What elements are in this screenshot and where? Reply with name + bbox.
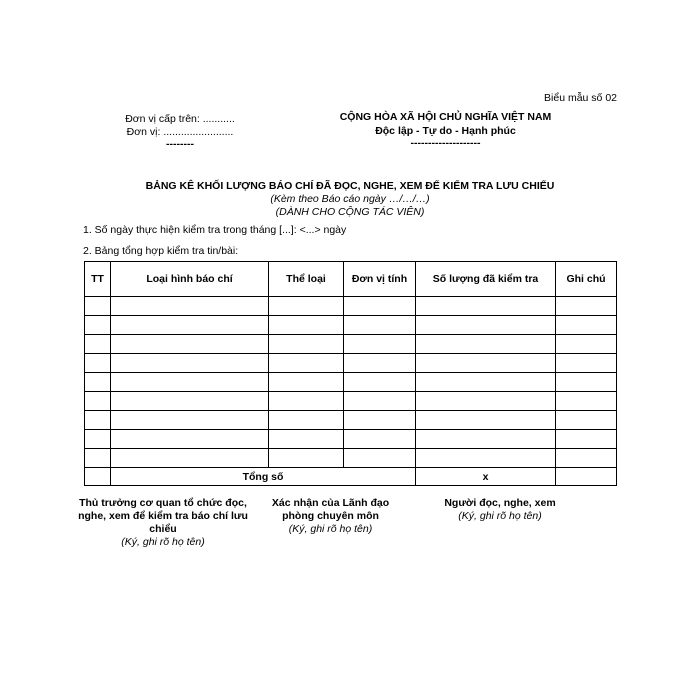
national-motto: Độc lập - Tự do - Hạnh phúc xyxy=(375,124,516,137)
table-row xyxy=(85,430,617,449)
header-media-type: Loại hình báo chí xyxy=(111,262,269,297)
signature-department-leader xyxy=(258,497,403,536)
signature-agency-head-note: (Ký, ghi rõ họ tên) xyxy=(121,536,205,548)
header-genre: Thể loại xyxy=(269,262,344,297)
table-row xyxy=(85,316,617,335)
table-row xyxy=(85,297,617,316)
national-title: CỘNG HÒA XÃ HỘI CHỦ NGHĨA VIỆT NAM xyxy=(339,111,552,123)
right-separator: -------------------- xyxy=(410,137,481,149)
signature-agency-head xyxy=(78,497,248,549)
summary-table-heading: 2. Bảng tổng hợp kiểm tra tin/bài: xyxy=(83,245,239,257)
header-tt: TT xyxy=(85,262,111,297)
signature-reader-title: Người đọc, nghe, xem xyxy=(444,497,556,509)
table-header-row xyxy=(85,262,617,297)
signature-reader xyxy=(420,497,580,523)
signature-agency-head-title: Thủ trưởng cơ quan tổ chức đọc, nghe, xem để kiểm tra báo chí lưu chiểu xyxy=(78,497,248,535)
form-code: Biểu mẫu số 02 xyxy=(544,92,617,104)
collaborator-note: (DÀNH CHO CỘNG TÁC VIÊN) xyxy=(275,206,425,218)
signature-department-leader-note: (Ký, ghi rõ họ tên) xyxy=(288,523,373,535)
document-title-block xyxy=(0,180,700,219)
issuing-unit-block xyxy=(100,113,260,150)
table-row xyxy=(85,392,617,411)
superior-unit-line: Đơn vị cấp trên: ........... xyxy=(125,113,235,125)
national-header-block xyxy=(318,111,573,149)
attached-report-note: (Kèm theo Báo cáo ngày …/…/…) xyxy=(270,193,430,205)
total-label: Tổng số xyxy=(111,468,416,486)
total-quantity-mark: x xyxy=(416,468,556,486)
left-separator: -------- xyxy=(166,138,194,150)
inspection-days-line: 1. Số ngày thực hiện kiểm tra trong tháng [...]: <...> ngày xyxy=(83,224,347,236)
table-row xyxy=(85,373,617,392)
signature-reader-note: (Ký, ghi rõ họ tên) xyxy=(458,510,542,522)
header-notes: Ghi chú xyxy=(556,262,617,297)
header-unit: Đơn vị tính xyxy=(344,262,416,297)
document-title: BẢNG KÊ KHỐI LƯỢNG BÁO CHÍ ĐÃ ĐỌC, NGHE, XEM ĐỂ KIỂM TRA LƯU CHIỂU xyxy=(145,180,555,192)
unit-line: Đơn vị: ........................ xyxy=(126,126,234,138)
summary-table xyxy=(84,261,617,486)
table-row xyxy=(85,335,617,354)
table-row xyxy=(85,411,617,430)
total-row xyxy=(85,468,617,486)
table-row xyxy=(85,354,617,373)
table-row xyxy=(85,449,617,468)
signature-department-leader-title: Xác nhận của Lãnh đạo phòng chuyên môn xyxy=(271,497,390,522)
header-quantity-checked: Số lượng đã kiểm tra xyxy=(416,262,556,297)
